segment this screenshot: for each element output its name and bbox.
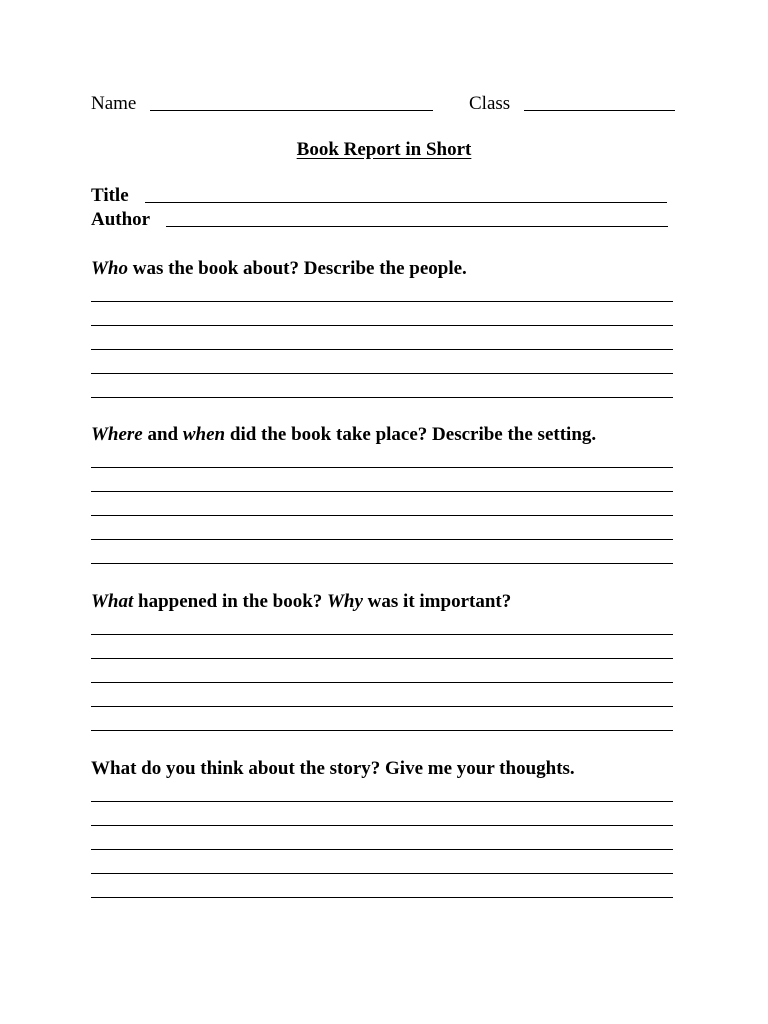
- answer-lines-2: [91, 444, 673, 564]
- answer-line[interactable]: [91, 683, 673, 707]
- class-label: Class: [469, 93, 511, 114]
- question-text-part: and: [142, 424, 183, 445]
- answer-line[interactable]: [91, 850, 673, 874]
- answer-line[interactable]: [91, 468, 673, 492]
- name-row: [91, 93, 433, 115]
- question-text-part: happened in the book?: [133, 591, 328, 612]
- answer-line[interactable]: [91, 802, 673, 826]
- title-row: [91, 185, 667, 207]
- question-text-part: was it important?: [362, 591, 512, 612]
- author-label: Author: [91, 209, 151, 230]
- author-blank[interactable]: [166, 226, 668, 227]
- answer-line[interactable]: [91, 374, 673, 398]
- title-blank[interactable]: [145, 202, 667, 203]
- answer-line[interactable]: [91, 659, 673, 683]
- question-2: [91, 424, 596, 446]
- answer-line[interactable]: [91, 874, 673, 898]
- question-4: [91, 758, 575, 780]
- page-title-wrap: [0, 139, 768, 161]
- answer-line[interactable]: [91, 302, 673, 326]
- answer-line[interactable]: [91, 516, 673, 540]
- answer-line[interactable]: [91, 350, 673, 374]
- question-text-part: Who: [91, 258, 128, 279]
- answer-lines-3: [91, 611, 673, 731]
- name-blank[interactable]: [150, 110, 433, 111]
- question-text-part: What: [91, 591, 134, 612]
- answer-line[interactable]: [91, 540, 673, 564]
- question-text-part: when: [182, 424, 226, 445]
- page-title: Book Report in Short: [296, 139, 472, 160]
- question-text-part: Where: [91, 424, 143, 445]
- answer-line[interactable]: [91, 635, 673, 659]
- class-row: [469, 93, 675, 115]
- question-3: [91, 591, 511, 613]
- answer-line[interactable]: [91, 826, 673, 850]
- question-1: [91, 258, 467, 280]
- answer-line[interactable]: [91, 444, 673, 468]
- class-blank[interactable]: [524, 110, 675, 111]
- answer-line[interactable]: [91, 778, 673, 802]
- answer-line[interactable]: [91, 278, 673, 302]
- question-text-part: did the book take place? Describe the setting.: [225, 424, 597, 445]
- question-text-part: What do you think about the story? Give me your thoughts.: [91, 758, 575, 779]
- question-text-part: Why: [327, 591, 363, 612]
- author-row: [91, 209, 668, 231]
- answer-line[interactable]: [91, 492, 673, 516]
- answer-line[interactable]: [91, 707, 673, 731]
- title-label: Title: [91, 185, 129, 206]
- answer-lines-1: [91, 278, 673, 398]
- answer-line[interactable]: [91, 611, 673, 635]
- question-text-part: was the book about? Describe the people.: [127, 258, 467, 279]
- name-label: Name: [91, 93, 137, 114]
- answer-lines-4: [91, 778, 673, 898]
- answer-line[interactable]: [91, 326, 673, 350]
